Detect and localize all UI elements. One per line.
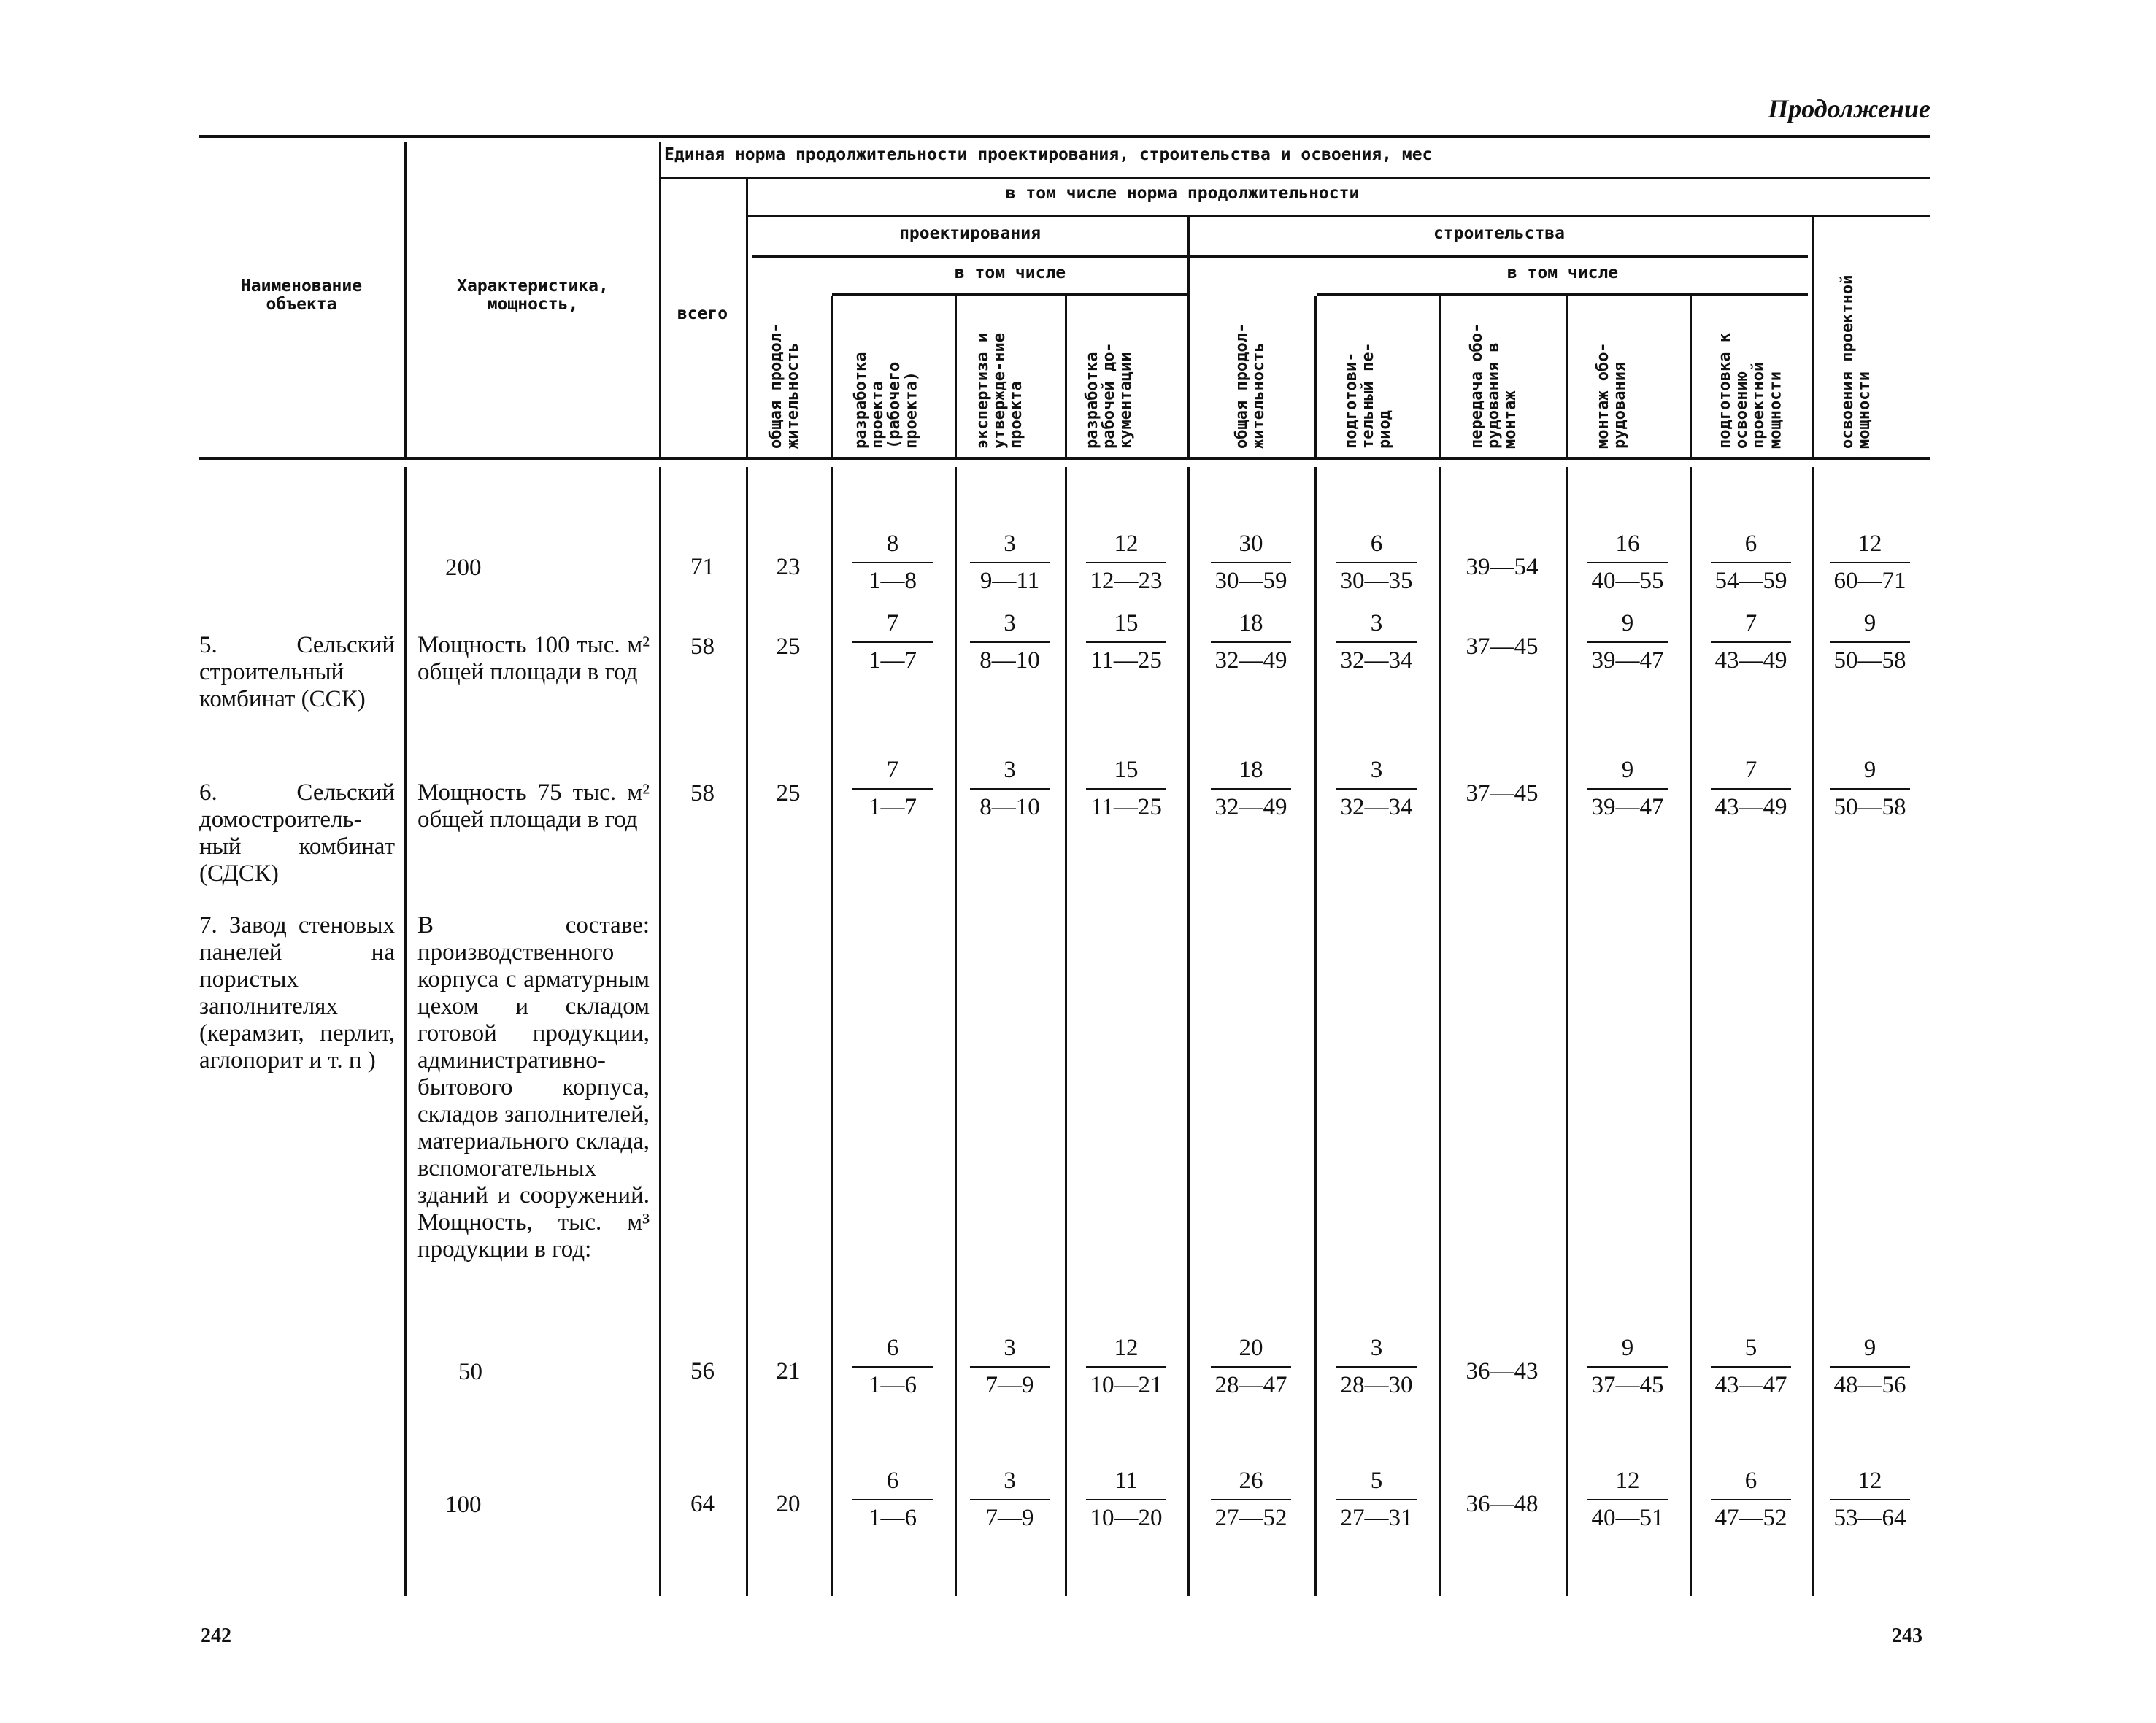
duration-months: 9 xyxy=(1863,610,1876,636)
design-general-duration: 23 xyxy=(776,554,801,580)
month-range: 30—59 xyxy=(1214,568,1287,594)
duration-fraction xyxy=(1314,757,1439,821)
fraction-bar xyxy=(1587,562,1668,563)
header-including-construction: в том числе xyxy=(1506,263,1619,282)
header-constr-general: общая продол-жительность xyxy=(1233,323,1268,449)
duration-months: 9 xyxy=(1863,1335,1876,1361)
duration-months: 9 xyxy=(1621,757,1634,783)
column-divider xyxy=(1566,296,1568,457)
duration-fraction xyxy=(955,757,1065,821)
column-divider xyxy=(1187,215,1190,457)
month-range: 60—71 xyxy=(1833,568,1906,594)
duration-fraction xyxy=(1187,757,1314,821)
fraction-bar xyxy=(852,1366,933,1368)
duration-fraction xyxy=(1187,531,1314,595)
month-range: 10—21 xyxy=(1090,1372,1163,1398)
duration-months: 12 xyxy=(1615,1468,1640,1494)
duration-fraction xyxy=(1566,1335,1690,1399)
duration-fraction xyxy=(1812,1468,1928,1532)
column-divider xyxy=(1314,296,1317,457)
duration-fraction xyxy=(1812,1335,1928,1399)
duration-fraction xyxy=(1690,1335,1812,1399)
month-range: 32—34 xyxy=(1340,794,1413,820)
header-design-general: общая продол-жительность xyxy=(767,323,803,449)
month-range: 43—47 xyxy=(1714,1372,1787,1398)
duration-months: 15 xyxy=(1114,610,1139,636)
duration-months: 6 xyxy=(1744,1468,1757,1494)
month-range: 11—25 xyxy=(1090,794,1162,820)
object-characteristic: Мощность 75 тыс. м² общей площади в год xyxy=(417,779,650,833)
total-duration: 56 xyxy=(690,1358,715,1384)
duration-fraction xyxy=(831,610,955,674)
month-range: 43—49 xyxy=(1714,647,1787,674)
duration-months: 7 xyxy=(1744,757,1757,783)
duration-fraction xyxy=(1065,1468,1187,1532)
fraction-bar xyxy=(1830,641,1910,643)
fraction-bar xyxy=(1587,1499,1668,1500)
duration-fraction xyxy=(1566,1468,1690,1532)
table-top-rule xyxy=(199,135,1930,138)
total-duration: 64 xyxy=(690,1491,715,1517)
month-range: 30—35 xyxy=(1340,568,1413,594)
object-name: 7. Завод стеновых панелей на пористых заполнителях (керамзит, перлит, аглопорит и т. п ) xyxy=(199,912,395,1073)
duration-months: 7 xyxy=(1744,610,1757,636)
header-design-working: разработка рабочей до-кументации xyxy=(1083,342,1136,449)
duration-range: 39—54 xyxy=(1466,554,1539,580)
fraction-bar xyxy=(1587,641,1668,643)
duration-range: 37—45 xyxy=(1466,780,1539,806)
duration-months: 26 xyxy=(1239,1468,1263,1494)
month-range: 27—52 xyxy=(1214,1505,1287,1531)
duration-fraction xyxy=(1065,531,1187,595)
column-divider xyxy=(404,142,407,457)
fraction-bar xyxy=(1211,641,1291,643)
month-range: 53—64 xyxy=(1833,1505,1906,1531)
month-range: 48—56 xyxy=(1833,1372,1906,1398)
fraction-bar xyxy=(1587,1366,1668,1368)
header-including-design: в том числе xyxy=(954,263,1066,282)
total-duration: 71 xyxy=(690,554,715,580)
fraction-bar xyxy=(1336,562,1417,563)
month-range: 1—8 xyxy=(869,568,917,594)
duration-fraction xyxy=(1566,531,1690,595)
duration-fraction xyxy=(831,1335,955,1399)
total-duration: 58 xyxy=(690,633,715,660)
month-range: 37—45 xyxy=(1591,1372,1664,1398)
duration-fraction xyxy=(1690,531,1812,595)
duration-months: 6 xyxy=(1744,531,1757,557)
duration-months: 12 xyxy=(1114,1335,1139,1361)
object-name: 6. Сельский домостроитель-ный комбинат (СДСК) xyxy=(199,779,395,887)
header-name: Наименование объекта xyxy=(240,277,363,315)
duration-fraction xyxy=(1187,610,1314,674)
design-general-duration: 20 xyxy=(776,1491,801,1517)
fraction-bar xyxy=(970,641,1050,643)
duration-fraction xyxy=(831,757,955,821)
duration-fraction xyxy=(1314,610,1439,674)
duration-fraction xyxy=(831,531,955,595)
header-constr-prep: подготови-тельный пе-риод xyxy=(1342,342,1395,449)
fraction-bar xyxy=(1711,641,1791,643)
column-divider xyxy=(746,177,748,457)
month-range: 9—11 xyxy=(979,568,1040,594)
header-constr-transfer: передача обо-рудования в монтаж xyxy=(1468,323,1520,449)
duration-fraction xyxy=(1065,610,1187,674)
fraction-bar xyxy=(1830,562,1910,563)
object-name: 5. Сельский строительный комбинат (ССК) xyxy=(199,632,395,712)
duration-months: 3 xyxy=(1004,757,1016,783)
duration-months: 3 xyxy=(1370,757,1383,783)
column-divider xyxy=(955,296,957,457)
fraction-bar xyxy=(970,1366,1050,1368)
month-range: 54—59 xyxy=(1714,568,1787,594)
month-range: 32—49 xyxy=(1214,647,1287,674)
month-range: 43—49 xyxy=(1714,794,1787,820)
rule-under-construction xyxy=(1190,255,1808,258)
rule-under-including xyxy=(746,215,1930,217)
header-construction: строительства xyxy=(1433,224,1565,243)
object-characteristic: 200 xyxy=(445,555,482,581)
duration-fraction xyxy=(1566,757,1690,821)
fraction-bar xyxy=(1711,1366,1791,1368)
column-divider xyxy=(1439,296,1441,457)
month-range: 1—7 xyxy=(869,794,917,820)
fraction-bar xyxy=(1711,788,1791,790)
month-range: 40—55 xyxy=(1591,568,1664,594)
month-range: 8—10 xyxy=(979,794,1040,820)
duration-fraction xyxy=(1812,757,1928,821)
duration-months: 5 xyxy=(1370,1468,1383,1494)
duration-months: 9 xyxy=(1863,757,1876,783)
page-number-right: 243 xyxy=(1892,1624,1922,1647)
duration-months: 8 xyxy=(886,531,899,557)
object-characteristic: 50 xyxy=(458,1359,482,1385)
fraction-bar xyxy=(1211,788,1291,790)
fraction-bar xyxy=(1211,1366,1291,1368)
design-general-duration: 25 xyxy=(776,633,801,660)
column-divider xyxy=(1812,215,1814,457)
duration-months: 6 xyxy=(886,1468,899,1494)
duration-months: 11 xyxy=(1114,1468,1138,1494)
header-including-norm: в том числе норма продолжительности xyxy=(1005,184,1360,203)
duration-fraction xyxy=(1690,610,1812,674)
duration-months: 7 xyxy=(886,610,899,636)
month-range: 39—47 xyxy=(1591,794,1664,820)
fraction-bar xyxy=(1336,1366,1417,1368)
month-range: 1—6 xyxy=(869,1505,917,1531)
month-range: 1—7 xyxy=(869,647,917,674)
fraction-bar xyxy=(1830,1499,1910,1500)
header-unified-norm: Единая норма продолжительности проектирования, строительства и освоения, мес xyxy=(664,145,1433,164)
duration-months: 6 xyxy=(1370,531,1383,557)
header-constr-mastering-prep: подготовка к освоению проектной мощности xyxy=(1716,333,1785,449)
duration-months: 3 xyxy=(1370,1335,1383,1361)
header-design-expert: экспертиза и утвержде-ние проекта xyxy=(974,333,1026,449)
rule-under-design-incl xyxy=(832,293,1188,296)
month-range: 10—20 xyxy=(1090,1505,1163,1531)
duration-months: 3 xyxy=(1004,1468,1016,1494)
fraction-bar xyxy=(1211,562,1291,563)
month-range: 32—49 xyxy=(1214,794,1287,820)
duration-fraction xyxy=(955,531,1065,595)
month-range: 8—10 xyxy=(979,647,1040,674)
duration-months: 7 xyxy=(886,757,899,783)
object-characteristic: 100 xyxy=(445,1492,482,1518)
fraction-bar xyxy=(852,641,933,643)
duration-fraction xyxy=(1187,1335,1314,1399)
header-characteristic: Характеристика, мощность, xyxy=(457,277,609,315)
duration-months: 5 xyxy=(1744,1335,1757,1361)
fraction-bar xyxy=(1211,1499,1291,1500)
duration-fraction xyxy=(1314,1335,1439,1399)
design-general-duration: 25 xyxy=(776,780,801,806)
total-duration: 58 xyxy=(690,780,715,806)
design-general-duration: 21 xyxy=(776,1358,801,1384)
column-divider xyxy=(659,142,661,457)
fraction-bar xyxy=(1830,1366,1910,1368)
month-range: 28—47 xyxy=(1214,1372,1287,1398)
duration-fraction xyxy=(955,610,1065,674)
duration-months: 20 xyxy=(1239,1335,1263,1361)
month-range: 40—51 xyxy=(1591,1505,1664,1531)
fraction-bar xyxy=(1086,1366,1166,1368)
duration-fraction xyxy=(1812,610,1928,674)
rule-under-design xyxy=(752,255,1188,258)
fraction-bar xyxy=(1711,1499,1791,1500)
fraction-bar xyxy=(1336,1499,1417,1500)
duration-range: 36—48 xyxy=(1466,1491,1539,1517)
duration-fraction xyxy=(1690,757,1812,821)
duration-months: 16 xyxy=(1615,531,1640,557)
duration-months: 18 xyxy=(1239,610,1263,636)
duration-months: 18 xyxy=(1239,757,1263,783)
month-range: 12—23 xyxy=(1090,568,1163,594)
duration-months: 12 xyxy=(1114,531,1139,557)
column-divider xyxy=(1065,296,1067,457)
month-range: 7—9 xyxy=(985,1505,1034,1531)
duration-fraction xyxy=(1187,1468,1314,1532)
fraction-bar xyxy=(1711,562,1791,563)
month-range: 50—58 xyxy=(1833,647,1906,674)
month-range: 50—58 xyxy=(1833,794,1906,820)
duration-fraction xyxy=(1690,1468,1812,1532)
fraction-bar xyxy=(852,1499,933,1500)
month-range: 1—6 xyxy=(869,1372,917,1398)
duration-months: 15 xyxy=(1114,757,1139,783)
fraction-bar xyxy=(1587,788,1668,790)
duration-fraction xyxy=(1566,610,1690,674)
month-range: 47—52 xyxy=(1714,1505,1787,1531)
duration-months: 3 xyxy=(1370,610,1383,636)
fraction-bar xyxy=(852,788,933,790)
duration-fraction xyxy=(955,1468,1065,1532)
fraction-bar xyxy=(1336,788,1417,790)
page-number-left: 242 xyxy=(201,1624,231,1647)
duration-range: 37—45 xyxy=(1466,633,1539,660)
fraction-bar xyxy=(1336,641,1417,643)
duration-fraction xyxy=(1314,531,1439,595)
duration-months: 12 xyxy=(1857,531,1882,557)
header-mastering: освоения проектной мощности xyxy=(1839,274,1874,449)
month-range: 27—31 xyxy=(1340,1505,1413,1531)
month-range: 7—9 xyxy=(985,1372,1034,1398)
object-characteristic: Мощность 100 тыс. м² общей площади в год xyxy=(417,632,650,685)
fraction-bar xyxy=(852,562,933,563)
column-divider xyxy=(1690,296,1692,457)
duration-months: 9 xyxy=(1621,1335,1634,1361)
fraction-bar xyxy=(1086,562,1166,563)
rule-under-constr-incl xyxy=(1317,293,1808,296)
duration-months: 30 xyxy=(1239,531,1263,557)
duration-months: 6 xyxy=(886,1335,899,1361)
header-design: проектирования xyxy=(899,224,1041,243)
duration-range: 36—43 xyxy=(1466,1358,1539,1384)
duration-fraction xyxy=(831,1468,955,1532)
duration-months: 12 xyxy=(1857,1468,1882,1494)
month-range: 28—30 xyxy=(1340,1372,1413,1398)
header-bottom-rule xyxy=(199,457,1930,460)
month-range: 32—34 xyxy=(1340,647,1413,674)
duration-fraction xyxy=(1812,531,1928,595)
fraction-bar xyxy=(970,562,1050,563)
object-characteristic: В составе: производственного корпуса с арматурным цехом и складом готовой продукции, административно-бытового корпуса, складов заполнителей, материального склада, вспомогательных зданий и сооружений. Мощность, тыс. м³ продукции в год: xyxy=(417,912,650,1263)
fraction-bar xyxy=(1086,641,1166,643)
header-total: всего xyxy=(677,304,728,323)
fraction-bar xyxy=(1086,1499,1166,1500)
duration-months: 3 xyxy=(1004,610,1016,636)
fraction-bar xyxy=(1086,788,1166,790)
header-constr-install: монтаж обо-рудования xyxy=(1594,342,1630,449)
fraction-bar xyxy=(970,788,1050,790)
duration-months: 3 xyxy=(1004,1335,1016,1361)
fraction-bar xyxy=(970,1499,1050,1500)
column-divider xyxy=(831,296,833,457)
month-range: 39—47 xyxy=(1591,647,1664,674)
duration-fraction xyxy=(1065,1335,1187,1399)
duration-months: 3 xyxy=(1004,531,1016,557)
month-range: 11—25 xyxy=(1090,647,1162,674)
duration-fraction xyxy=(955,1335,1065,1399)
duration-fraction xyxy=(1314,1468,1439,1532)
duration-months: 9 xyxy=(1621,610,1634,636)
duration-fraction xyxy=(1065,757,1187,821)
column-divider xyxy=(404,467,407,1596)
fraction-bar xyxy=(1830,788,1910,790)
rule-under-unified xyxy=(659,177,1930,179)
header-design-dev: разработка проекта (рабочего проекта) xyxy=(852,352,921,449)
continuation-label: Продолжение xyxy=(1768,94,1930,123)
